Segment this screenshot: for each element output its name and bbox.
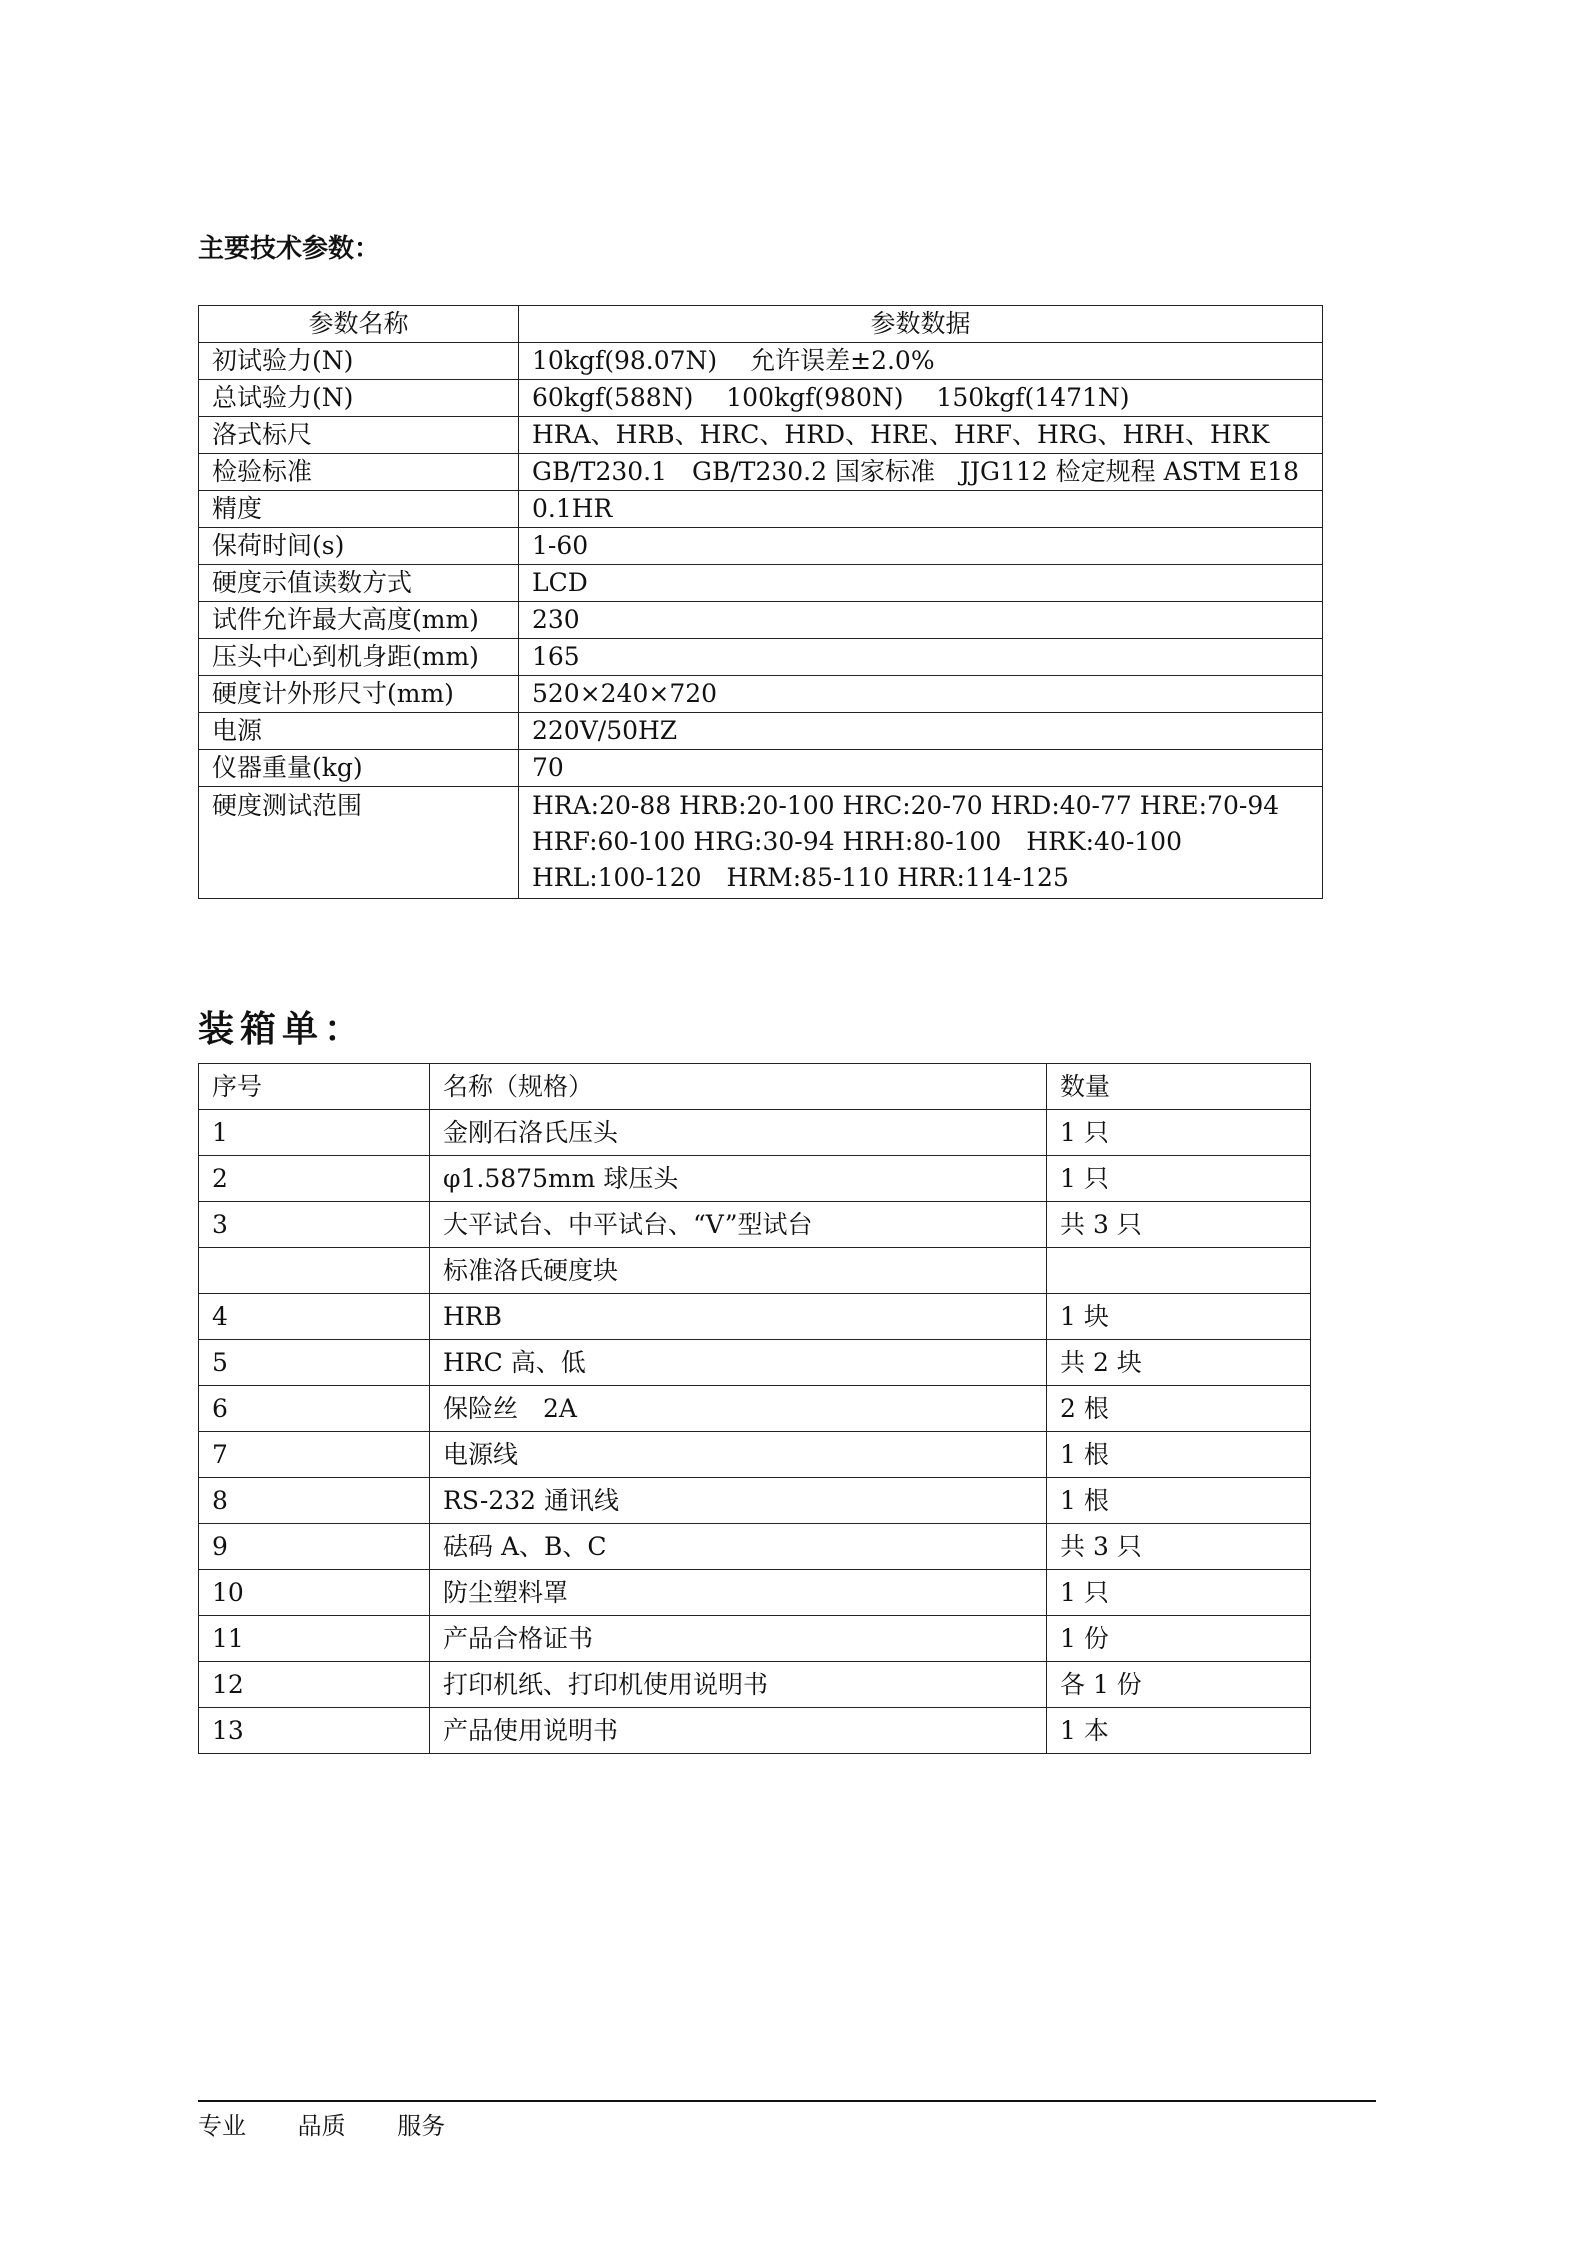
param-name: 仪器重量(kg) [199, 750, 519, 787]
packing-qty: 1 块 [1047, 1294, 1311, 1340]
footer [198, 2106, 489, 2141]
packing-row [199, 1570, 1311, 1616]
packing-row [199, 1340, 1311, 1386]
params-row [199, 602, 1323, 639]
param-name: 试件允许最大高度(mm) [199, 602, 519, 639]
param-value: HRA、HRB、HRC、HRD、HRE、HRF、HRG、HRH、HRK [519, 417, 1323, 454]
param-name: 检验标准 [199, 454, 519, 491]
packing-no: 4 [199, 1294, 430, 1340]
packing-name: 标准洛氏硬度块 [430, 1248, 1047, 1294]
param-value: 520×240×720 [519, 676, 1323, 713]
packing-row [199, 1524, 1311, 1570]
packing-qty: 共 3 只 [1047, 1524, 1311, 1570]
packing-no: 11 [199, 1616, 430, 1662]
packing-qty [1047, 1248, 1311, 1294]
packing-no: 10 [199, 1570, 430, 1616]
packing-qty: 共 3 只 [1047, 1202, 1311, 1248]
packing-name: HRC 高、低 [430, 1340, 1047, 1386]
packing-qty: 1 根 [1047, 1432, 1311, 1478]
range-line: HRF:60-100 HRG:30-94 HRH:80-100 HRK:40-100 [532, 827, 1182, 856]
footer-item: 服务 [397, 2112, 446, 2140]
params-section-title: 主要技术参数： [198, 234, 381, 264]
packing-no: 5 [199, 1340, 430, 1386]
packing-no: 3 [199, 1202, 430, 1248]
params-header-value: 参数数据 [519, 306, 1323, 343]
footer-divider [198, 2100, 1376, 2102]
params-header-row [199, 306, 1323, 343]
param-name: 电源 [199, 713, 519, 750]
packing-row [199, 1248, 1311, 1294]
packing-row [199, 1662, 1311, 1708]
param-name: 初试验力(N) [199, 343, 519, 380]
packing-name: 打印机纸、打印机使用说明书 [430, 1662, 1047, 1708]
param-name: 保荷时间(s) [199, 528, 519, 565]
param-value: 60kgf(588N) 100kgf(980N) 150kgf(1471N) [519, 380, 1323, 417]
packing-qty: 1 本 [1047, 1708, 1311, 1754]
packing-name: 砝码 A、B、C [430, 1524, 1047, 1570]
packing-header-row [199, 1064, 1311, 1110]
param-value-range [519, 787, 1323, 899]
range-line: HRA:20-88 HRB:20-100 HRC:20-70 HRD:40-77 HRE:70-94 [532, 791, 1280, 820]
params-row [199, 713, 1323, 750]
packing-no: 1 [199, 1110, 430, 1156]
param-name: 洛式标尺 [199, 417, 519, 454]
packing-name: 防尘塑料罩 [430, 1570, 1047, 1616]
params-row [199, 454, 1323, 491]
param-value: 1-60 [519, 528, 1323, 565]
packing-no: 9 [199, 1524, 430, 1570]
params-header-name: 参数名称 [199, 306, 519, 343]
packing-name: HRB [430, 1294, 1047, 1340]
packing-name: 产品合格证书 [430, 1616, 1047, 1662]
param-value: 0.1HR [519, 491, 1323, 528]
param-name: 硬度计外形尺寸(mm) [199, 676, 519, 713]
packing-header-no: 序号 [199, 1064, 430, 1110]
params-row [199, 528, 1323, 565]
param-value: 165 [519, 639, 1323, 676]
packing-no: 8 [199, 1478, 430, 1524]
params-row [199, 380, 1323, 417]
packing-qty: 1 根 [1047, 1478, 1311, 1524]
packing-qty: 1 只 [1047, 1110, 1311, 1156]
technical-params-table [198, 305, 1323, 899]
packing-row [199, 1386, 1311, 1432]
params-row [199, 676, 1323, 713]
param-name: 精度 [199, 491, 519, 528]
param-value: 70 [519, 750, 1323, 787]
packing-row [199, 1432, 1311, 1478]
packing-row [199, 1202, 1311, 1248]
params-row [199, 750, 1323, 787]
packing-section-title: 装箱单： [198, 1008, 367, 1050]
packing-name: 金刚石洛氏压头 [430, 1110, 1047, 1156]
packing-qty: 1 份 [1047, 1616, 1311, 1662]
packing-no: 12 [199, 1662, 430, 1708]
packing-qty: 1 只 [1047, 1570, 1311, 1616]
param-value: 220V/50HZ [519, 713, 1323, 750]
params-row [199, 639, 1323, 676]
packing-qty: 各 1 份 [1047, 1662, 1311, 1708]
packing-name: RS-232 通讯线 [430, 1478, 1047, 1524]
param-name: 总试验力(N) [199, 380, 519, 417]
packing-row [199, 1110, 1311, 1156]
params-row [199, 491, 1323, 528]
packing-qty: 2 根 [1047, 1386, 1311, 1432]
packing-no [199, 1248, 430, 1294]
packing-header-name: 名称（规格） [430, 1064, 1047, 1110]
packing-list-table [198, 1063, 1311, 1754]
param-value: LCD [519, 565, 1323, 602]
footer-item: 专业 [198, 2112, 246, 2140]
packing-row [199, 1156, 1311, 1202]
packing-no: 6 [199, 1386, 430, 1432]
params-row [199, 343, 1323, 380]
packing-name: 电源线 [430, 1432, 1047, 1478]
param-value: 10kgf(98.07N) 允许误差±2.0% [519, 343, 1323, 380]
packing-name: 产品使用说明书 [430, 1708, 1047, 1754]
params-row [199, 565, 1323, 602]
param-name: 压头中心到机身距(mm) [199, 639, 519, 676]
range-line: HRL:100-120 HRM:85-110 HRR:114-125 [532, 863, 1069, 892]
packing-row [199, 1478, 1311, 1524]
packing-name: φ1.5875mm 球压头 [430, 1156, 1047, 1202]
param-name: 硬度测试范围 [199, 787, 519, 899]
packing-no: 7 [199, 1432, 430, 1478]
packing-qty: 1 只 [1047, 1156, 1311, 1202]
param-value: 230 [519, 602, 1323, 639]
packing-no: 2 [199, 1156, 430, 1202]
packing-row [199, 1708, 1311, 1754]
packing-name: 保险丝 2A [430, 1386, 1047, 1432]
packing-header-qty: 数量 [1047, 1064, 1311, 1110]
packing-row [199, 1616, 1311, 1662]
param-name: 硬度示值读数方式 [199, 565, 519, 602]
footer-item: 品质 [297, 2112, 346, 2140]
packing-row [199, 1294, 1311, 1340]
packing-no: 13 [199, 1708, 430, 1754]
param-value: GB/T230.1 GB/T230.2 国家标准 JJG112 检定规程 ASTM E18 [519, 454, 1323, 491]
packing-qty: 共 2 块 [1047, 1340, 1311, 1386]
packing-name: 大平试台、中平试台、“V”型试台 [430, 1202, 1047, 1248]
params-row [199, 417, 1323, 454]
params-row-range [199, 787, 1323, 899]
